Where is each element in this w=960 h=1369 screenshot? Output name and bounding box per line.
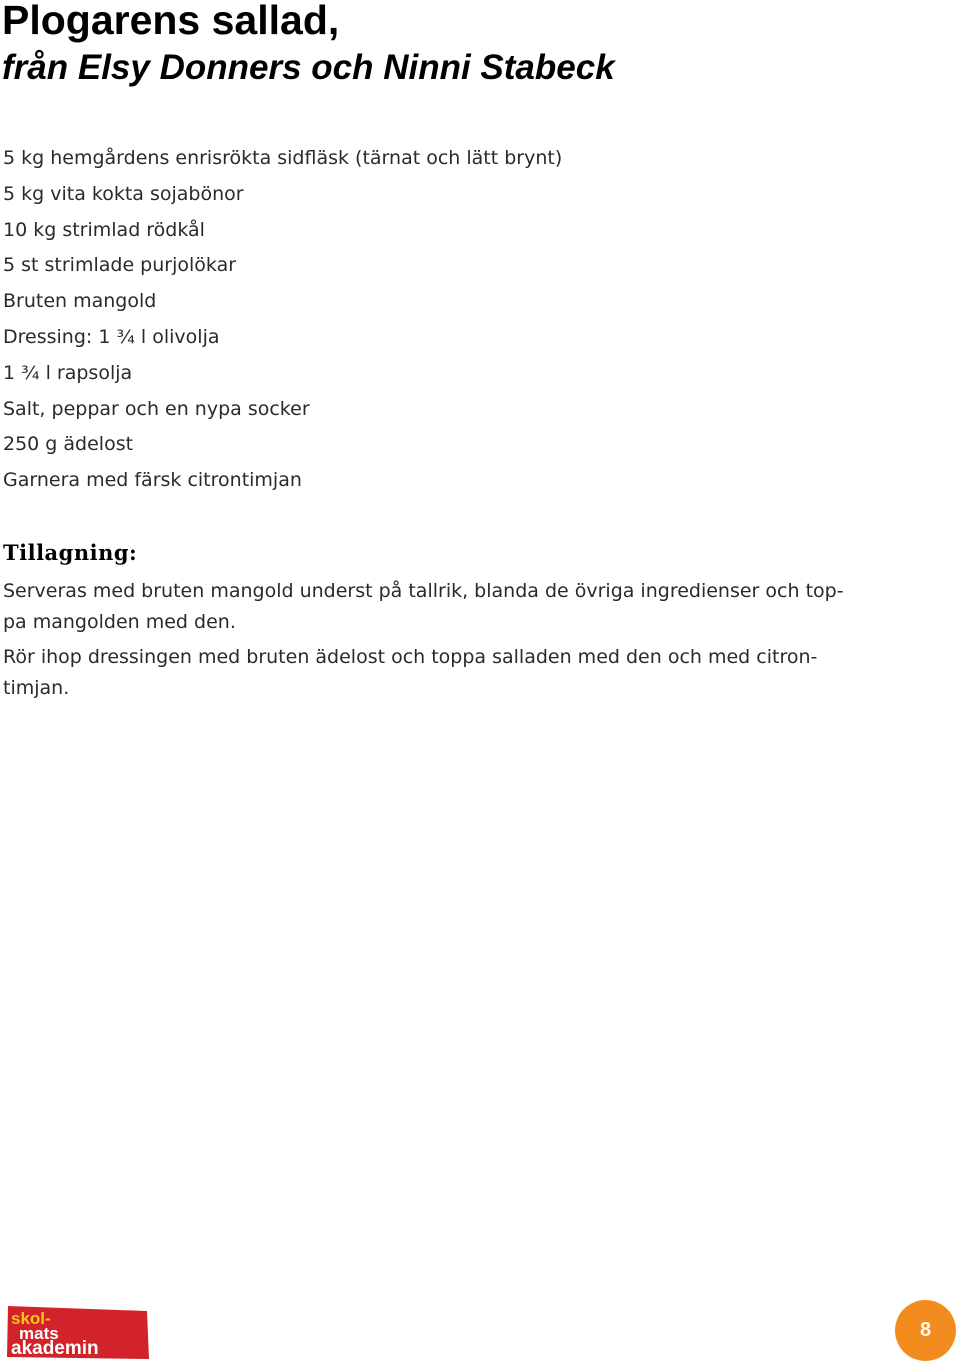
logo-text-line2: mats [19,1324,59,1343]
page-number: 8 [919,1319,932,1341]
ingredient-list [3,141,562,499]
ingredient-item: Salt, peppar och en nypa socker [3,397,310,420]
ingredient-item: Dressing: 1 ¾ l olivolja [3,325,220,348]
ingredient-item: 5 kg hemgårdens enrisrökta sidfläsk (tärnat och lätt brynt) [3,147,563,169]
recipe-subtitle: från Elsy Donners och Ninni Stabeck [2,48,615,87]
ingredient-item: 5 st strimlade purjolökar [3,254,237,277]
preparation-heading: Tillagning: [3,540,138,565]
ingredient-item: Bruten mangold [3,290,157,313]
ingredient-item: Garnera med färsk citrontimjan [3,469,302,492]
preparation-paragraph: Serveras med bruten mangold underst på tallrik, blanda de övriga ingredienser och top-pa mangolden med den. [3,580,844,633]
ingredient-item: 10 kg strimlad rödkål [3,218,205,241]
ingredient-item: 5 kg vita kokta sojabönor [3,182,244,205]
ingredient-item: 250 g ädelost [3,433,134,456]
ingredient-item: 1 ¾ l rapsolja [3,361,133,384]
page-number-badge [895,1300,956,1361]
logo-text-line3: akademin [11,1338,99,1359]
skolmatsakademin-logo [5,1303,150,1360]
preparation-text [3,576,863,708]
recipe-title: Plogarens sallad, [2,0,340,43]
preparation-paragraph: Rör ihop dressingen med bruten ädelost och toppa salladen med den och med citron-timjan. [3,646,818,699]
logo-text-line1: skol- [11,1309,51,1328]
